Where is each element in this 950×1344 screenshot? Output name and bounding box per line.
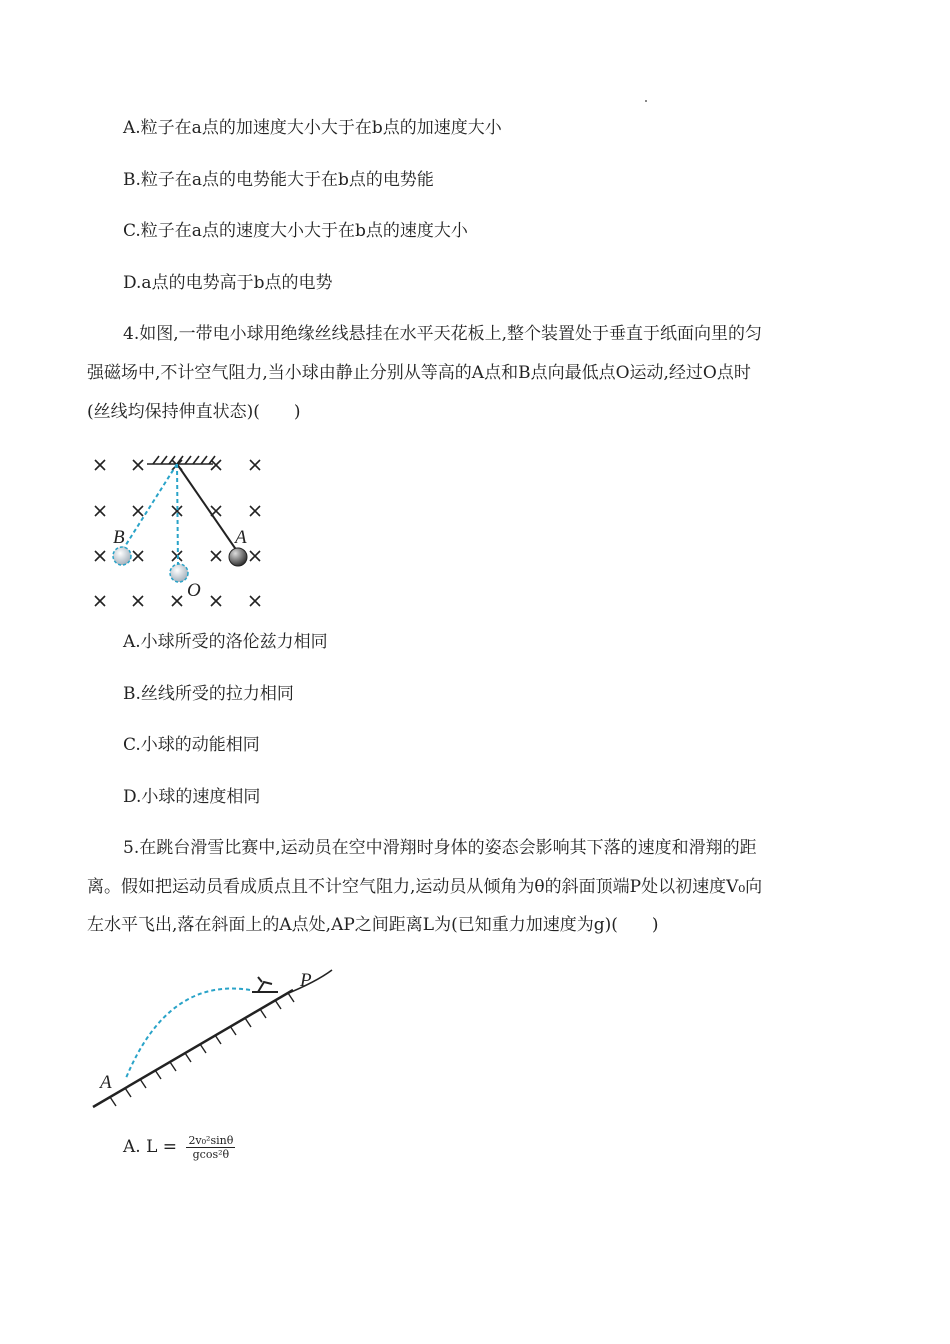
q4-option-c: C.小球的动能相同 <box>123 735 260 755</box>
q3-option-d: D.a点的电势高于b点的电势 <box>123 273 333 293</box>
q4-option-b: B.丝线所受的拉力相同 <box>123 684 294 704</box>
string-to-o <box>177 464 178 566</box>
label-o: O <box>187 580 201 601</box>
label-a: A <box>100 1072 112 1093</box>
ball-b <box>113 547 131 565</box>
q5-stem-line-1: 5.在跳台滑雪比赛中,运动员在空中滑翔时身体的姿态会影响其下落的速度和滑翔的距 <box>123 838 757 858</box>
q5-option-a <box>123 1132 235 1162</box>
stray-dot <box>645 100 647 102</box>
ball-a <box>229 548 247 566</box>
string-to-b <box>122 464 177 551</box>
q3-option-a: A.粒子在a点的加速度大小大于在b点的加速度大小 <box>123 118 502 138</box>
q5-option-a-prefix: A. L = <box>123 1137 178 1157</box>
q5-option-a-fraction <box>186 1134 235 1161</box>
q5-stem-line-2: 离。假如把运动员看成质点且不计空气阻力,运动员从倾角为θ的斜面顶端P处以初速度V₀向 <box>87 877 763 897</box>
fraction-denominator: gcos²θ <box>192 1148 230 1161</box>
label-a: A <box>235 527 247 548</box>
q4-option-a: A.小球所受的洛伦兹力相同 <box>123 632 328 652</box>
fraction-numerator: 2v₀²sinθ <box>188 1134 234 1147</box>
q4-stem-line-3: (丝线均保持伸直状态)( ) <box>87 402 301 422</box>
q4-stem-line-1: 4.如图,一带电小球用绝缘丝线悬挂在水平天花板上,整个装置处于垂直于纸面向里的匀 <box>123 324 763 344</box>
q3-option-c: C.粒子在a点的速度大小大于在b点的速度大小 <box>123 221 468 241</box>
q5-ski-jump-figure <box>88 962 343 1112</box>
string-to-a <box>177 464 237 551</box>
ball-o <box>170 564 188 582</box>
label-p: P <box>300 970 312 991</box>
q4-pendulum-figure <box>85 448 275 618</box>
q3-option-b: B.粒子在a点的电势能大于在b点的电势能 <box>123 170 434 190</box>
q5-stem-line-3: 左水平飞出,落在斜面上的A点处,AP之间距离L为(已知重力加速度为g)( ) <box>87 915 659 935</box>
label-b: B <box>113 527 125 548</box>
q4-option-d: D.小球的速度相同 <box>123 787 261 807</box>
q4-stem-line-2: 强磁场中,不计空气阻力,当小球由静止分别从等高的A点和B点向最低点O运动,经过O点时 <box>87 363 751 383</box>
